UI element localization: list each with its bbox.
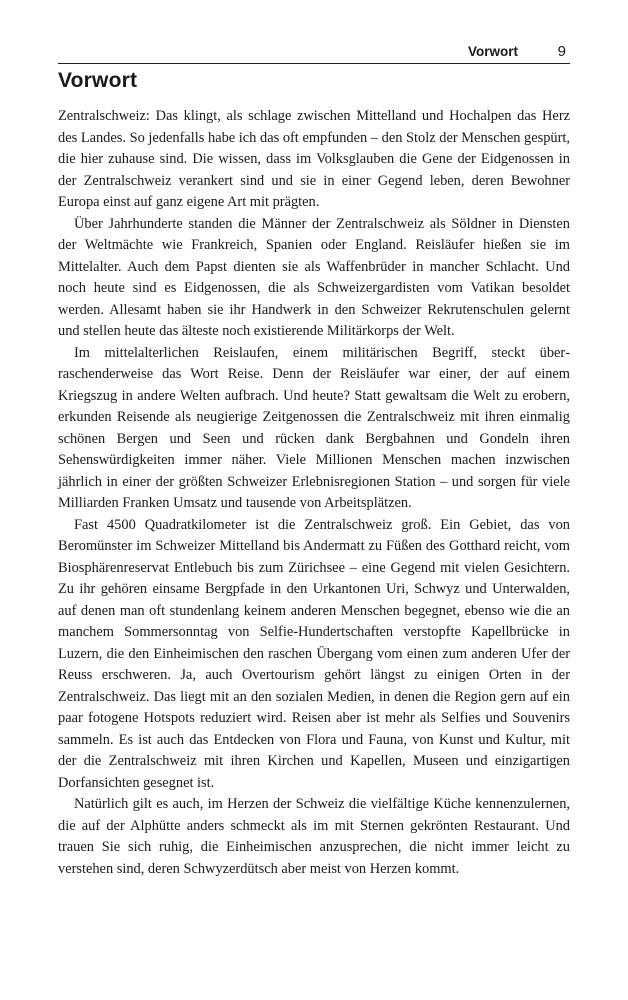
running-header-section: Vorwort: [468, 44, 518, 59]
paragraph: Über Jahrhunderte standen die Männer der Zentralschweiz als Söldner in Diensten der Weltmächte wie Frankreich, Spanien oder England. Reisläufer hießen sie im Mittelalter. Auch dem Papst dienten sie als Waffenbrüder in mancher Schlacht. Und noch heute sind es Eidgenossen, die als Schweizergardisten vom Vatikan besoldet werden. Allesamt haben sie ihr Handwerk in den Schweizer Rekrutenschulen gelernt und stellen heute das älteste noch existierende Militärkorps der Welt.: [58, 215, 570, 339]
paragraph: Fast 4500 Quadratkilometer ist die Zentralschweiz groß. Ein Gebiet, das von Beromünster im Schweizer Mittelland bis Andermatt zu Füßen des Gotthard reicht, vom Biosphärenreservat Entlebuch bis zum Zürichsee – eine Gegend mit vielen Gesichtern. Zu ihr gehören einsame Bergpfade in den Urkantonen Uri, Schwyz und Unterwalden, auf denen man oft stundenlang keinem anderen Menschen begegnet, ebenso wie die an manchem Sommersonntag von Selfie-Hundertschaften verstopfte Kapellbrücke in Luzern, die den Einheimischen den raschen Übergang vom einen zum anderen Ufer der Reuss erschweren. Ja, auch Overtourism gehört längst zu einigen Orten in der Zentralschweiz. Das liegt mit an den sozialen Medien, in denen die Region gern auf ein paar fotogene Hotspots reduziert wird. Reisen aber ist mehr als Selfies und Souvenirs sammeln. Es ist auch das Entdecken von Flora und Fauna, von Kunst und Kultur, mit der die Zentralschweiz mit ihren Kirchen und Kapellen, Museen und einzigartigen Dorfansichten gesegnet ist.: [58, 516, 570, 791]
running-header: [58, 43, 570, 64]
paragraph: Im mittelalterlichen Reislaufen, einem militärischen Begriff, steckt überraschenderweise das Wort Reise. Denn der Reisläufer war einer, der auf einem Kriegszug in andere Welten aufbrach. Und heute? Statt gewaltsam die Welt zu erobern, erkunden Reisende als neugierige Zeitgenossen die Zentralschweiz mit ihren einmalig schönen Bergen und Seen und rücken dank Bergbahnen und Gondeln ihren Sehenswürdigkeiten immer näher. Viele Millionen Menschen machen inzwischen jährlich in einer der größten Schweizer Erlebnisregionen Station – und sorgen für viele Milliarden Franken Umsatz und tausende von Arbeitsplätzen.: [58, 344, 570, 511]
body-text: [58, 106, 570, 880]
chapter-title: Vorwort: [58, 69, 138, 92]
page-number: 9: [557, 43, 566, 60]
paragraph: Natürlich gilt es auch, im Herzen der Schweiz die vielfältige Küche kennenzulernen, die auf der Alphütte anders schmeckt als im mit Sternen gekrönten Restaurant. Und trauen Sie sich ruhig, die Einheimischen anzusprechen, die nicht immer leicht zu verstehen sind, deren Schwyzerdütsch aber meist von Herzen kommt.: [58, 796, 570, 877]
paragraph: Zentralschweiz: Das klingt, als schlage zwischen Mittelland und Hochalpen das Herz des Landes. So jedenfalls habe ich das oft empfunden – den Stolz der Menschen gespürt, die hier zuhause sind. Die wissen, dass im Volksglauben die Gene der Eidgenossen in der Zentralschweiz verankert sind und sie in einer Gegend leben, deren Bewohner Europa einst auf ganz eigene Art mit prägten.: [58, 108, 570, 210]
